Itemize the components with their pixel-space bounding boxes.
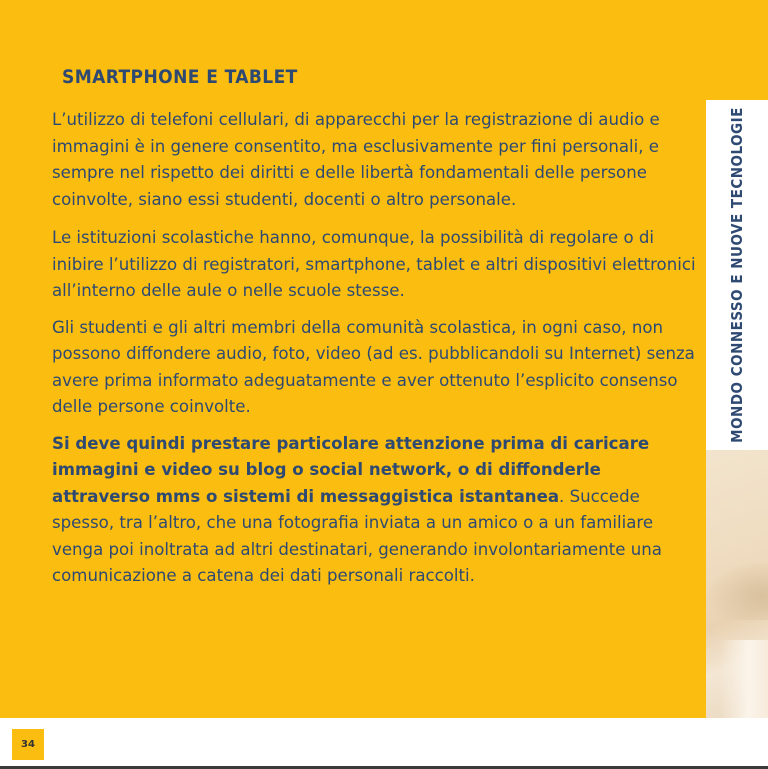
paragraph: Le istituzioni scolastiche hanno, comunque, la possibilità di regolare o di inibire l’utilizzo di registratori, smartphone, tablet e altri dispositivi elettronici all’interno delle aule o nelle scuole stesse.: [52, 228, 696, 300]
body-text: [52, 107, 702, 602]
paragraph: L’utilizzo di telefoni cellulari, di apparecchi per la registrazione di audio e immagini è in genere consentito, ma esclusivamente per fini personali, e sempre nel rispetto dei diritti e delle libertà fondamentali delle persone coinvolte, siano essi studenti, docenti o altro personale.: [52, 110, 660, 209]
paragraph: Gli studenti e gli altri membri della comunità scolastica, in ogni caso, non possono diffondere audio, foto, video (ad es. pubblicandoli su Internet) senza avere prima informato adeguatamente e aver ottenuto l’esplicito consenso delle persone coinvolte.: [52, 317, 695, 416]
page-number: 34: [12, 729, 44, 760]
photo-detail: [706, 560, 768, 620]
emphasis-text: Si deve quindi prestare particolare attenzione prima di caricare immagini e video su blog o social network, o di diffonderle attraverso mms o sistemi di messaggistica istantanea: [52, 433, 650, 506]
page-title: SMARTPHONE E TABLET: [62, 66, 298, 88]
paragraph-continuation: . Succede spesso, tra l’altro, che una fotografia inviata a un amico o a un familiare venga poi inoltrata ad altri destinatari, generando involontariamente una comunicazione a catena dei dati personali raccolti.: [52, 486, 662, 585]
footer: [0, 718, 768, 769]
section-side-label: MONDO CONNESSO E NUOVE TECNOLOGIE: [728, 107, 746, 443]
paragraph-emphasis: [52, 431, 702, 590]
photo-detail: [720, 640, 768, 718]
